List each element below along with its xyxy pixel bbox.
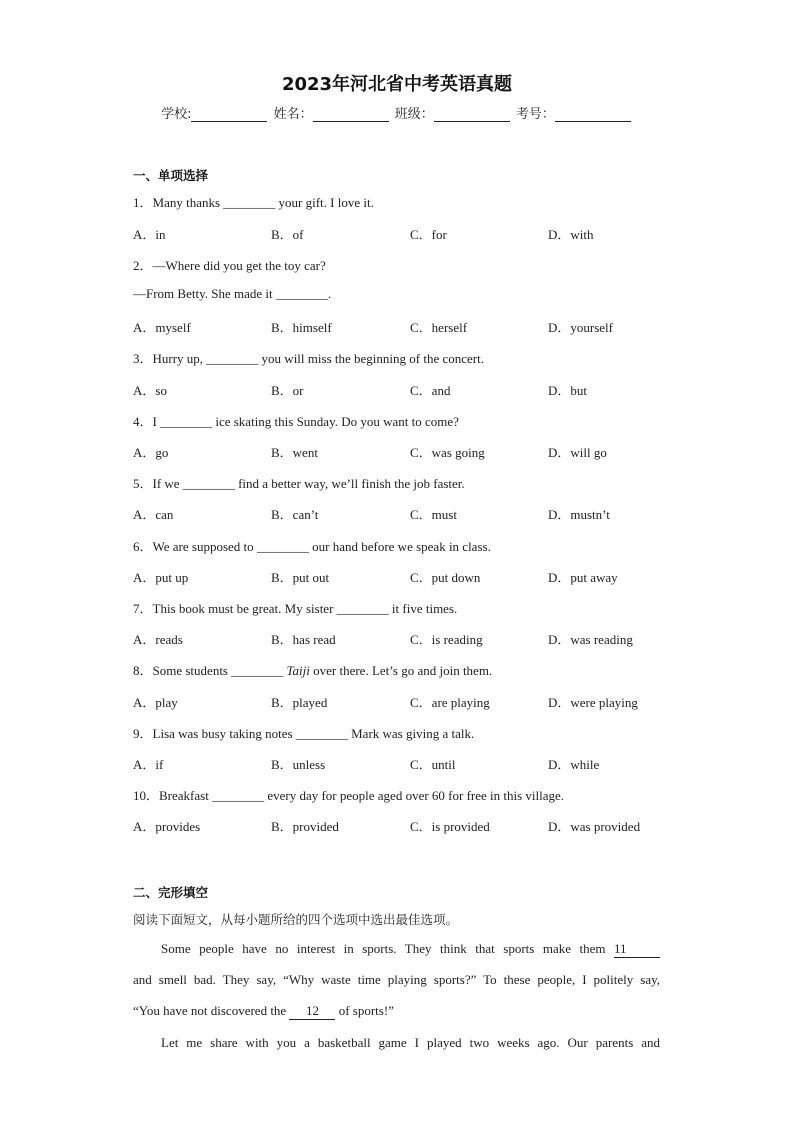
option-c[interactable]: C．must: [410, 507, 457, 522]
blank-12[interactable]: 12: [289, 1003, 335, 1020]
option-b[interactable]: B．or: [271, 383, 304, 398]
blank-11[interactable]: 11: [614, 941, 660, 958]
passage-line-4: Let me share with you a basketball game I played two weeks ago. Our parents and: [161, 1035, 660, 1050]
question-3: 3．Hurry up, ________ you will miss the beginning of the concert.: [133, 351, 484, 366]
option-b[interactable]: B．played: [271, 695, 328, 710]
name-label: 姓名：: [273, 107, 313, 122]
class-label: 班级：: [394, 107, 434, 122]
option-a[interactable]: A．so: [133, 383, 167, 398]
option-b[interactable]: B．himself: [271, 320, 332, 335]
option-c[interactable]: C．and: [410, 383, 451, 398]
class-field[interactable]: [434, 107, 510, 122]
option-c[interactable]: C．was going: [410, 445, 485, 460]
school-label: 学校:: [161, 107, 192, 122]
option-b[interactable]: B．has read: [271, 632, 336, 647]
section-2-instruction: 阅读下面短文，从每小题所给的四个选项中选出最佳选项。: [133, 912, 459, 927]
option-a[interactable]: A．myself: [133, 320, 191, 335]
option-c[interactable]: C．for: [410, 227, 447, 242]
question-8-options: [133, 692, 693, 710]
passage-line-1: Some people have no interest in sports. They think that sports make them 11: [133, 941, 660, 958]
option-d[interactable]: D．while: [548, 757, 600, 772]
option-d[interactable]: D．yourself: [548, 320, 613, 335]
question-1-options: [133, 224, 693, 242]
question-2-options: [133, 317, 693, 335]
option-c[interactable]: C．until: [410, 757, 456, 772]
student-info-row: [0, 103, 794, 122]
number-label: 考号：: [515, 107, 555, 122]
option-b[interactable]: B．of: [271, 227, 304, 242]
option-d[interactable]: D．but: [548, 383, 588, 398]
question-10-options: [133, 816, 693, 834]
question-10: 10．Breakfast ________ every day for people aged over 60 for free in this village.: [133, 788, 565, 803]
option-a[interactable]: A．play: [133, 695, 178, 710]
question-5-options: [133, 504, 693, 522]
question-1: 1．Many thanks ________ your gift. I love it.: [133, 195, 374, 210]
option-c[interactable]: C．is reading: [410, 632, 483, 647]
question-6-options: [133, 567, 693, 585]
question-5: 5．If we ________ find a better way, we’ll finish the job faster.: [133, 476, 465, 491]
question-6: 6．We are supposed to ________ our hand before we speak in class.: [133, 539, 491, 554]
option-c[interactable]: C．put down: [410, 570, 481, 585]
option-b[interactable]: B．unless: [271, 757, 326, 772]
option-a[interactable]: A．reads: [133, 632, 183, 647]
option-d[interactable]: D．put away: [548, 570, 618, 585]
option-b[interactable]: B．put out: [271, 570, 330, 585]
school-field[interactable]: [191, 107, 267, 122]
question-9-options: [133, 754, 693, 772]
section-1-title: 一、单项选择: [133, 168, 209, 183]
option-b[interactable]: B．went: [271, 445, 318, 460]
question-8: 8．Some students ________ Taiji over there. Let’s go and join them.: [133, 663, 493, 678]
option-a[interactable]: A．go: [133, 445, 169, 460]
option-d[interactable]: D．were playing: [548, 695, 638, 710]
option-d[interactable]: D．was provided: [548, 819, 641, 834]
option-b[interactable]: B．can’t: [271, 507, 319, 522]
question-4-options: [133, 442, 693, 460]
option-b[interactable]: B．provided: [271, 819, 339, 834]
option-a[interactable]: A．if: [133, 757, 164, 772]
option-a[interactable]: A．in: [133, 227, 166, 242]
option-c[interactable]: C．are playing: [410, 695, 490, 710]
number-field[interactable]: [555, 107, 631, 122]
name-field[interactable]: [313, 107, 389, 122]
option-a[interactable]: A．put up: [133, 570, 189, 585]
option-d[interactable]: D．mustn’t: [548, 507, 610, 522]
option-c[interactable]: C．herself: [410, 320, 468, 335]
option-d[interactable]: D．will go: [548, 445, 607, 460]
question-9: 9．Lisa was busy taking notes ________ Mark was giving a talk.: [133, 726, 475, 741]
question-7: 7．This book must be great. My sister ________ it five times.: [133, 601, 458, 616]
question-3-options: [133, 380, 693, 398]
option-a[interactable]: A．provides: [133, 819, 201, 834]
option-a[interactable]: A．can: [133, 507, 174, 522]
section-2-title: 二、完形填空: [133, 885, 209, 900]
question-2-line-2: —From Betty. She made it ________.: [133, 286, 332, 301]
option-c[interactable]: C．is provided: [410, 819, 490, 834]
question-7-options: [133, 629, 693, 647]
page-title: 2023年河北省中考英语真题: [281, 74, 513, 95]
option-d[interactable]: D．was reading: [548, 632, 633, 647]
option-d[interactable]: D．with: [548, 227, 594, 242]
passage-line-3: “You have not discovered the 12 of sports!”: [133, 1003, 394, 1018]
question-2: 2．—Where did you get the toy car?: [133, 258, 326, 273]
question-4: 4．I ________ ice skating this Sunday. Do you want to come?: [133, 414, 459, 429]
passage-line-2: and smell bad. They say, “Why waste time playing sports?” To these people, I politely say,: [133, 972, 660, 987]
